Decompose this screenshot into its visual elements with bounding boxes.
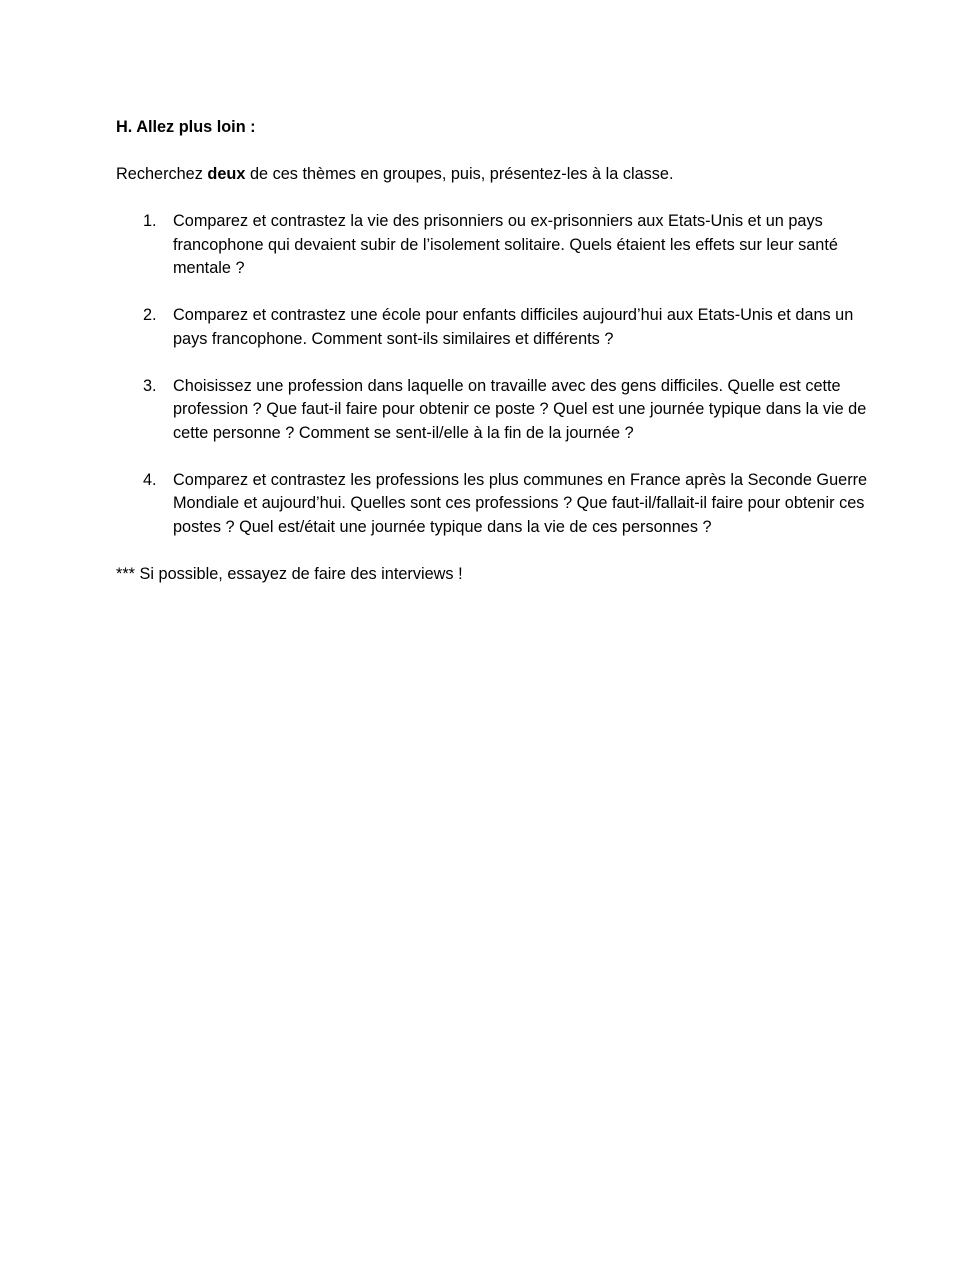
topic-number: 2.: [143, 306, 157, 324]
closing-note: *** Si possible, essayez de faire des interviews !: [116, 564, 463, 583]
topic-number: 3.: [143, 376, 157, 395]
topic-text: Comparez et contrastez les professions les plus communes en France après la Seconde Guerre Mondiale et aujourd’hui. Quelles sont ces professions ? Que faut-il/fallait-il faire pour obtenir ces postes ? Quel est/était une journée typique dans la vie de ces personnes ?: [173, 470, 868, 536]
section-heading: H. Allez plus loin :: [116, 118, 256, 136]
document-content: [116, 116, 876, 586]
topic-number: 4.: [143, 470, 157, 489]
topic-item-4: [116, 469, 876, 540]
topic-text: Comparez et contrastez une école pour enfants difficiles aujourd’hui aux Etats-Unis et dans un pays francophone. Comment sont-ils similaires et différents ?: [173, 306, 854, 348]
intro-text-before: Recherchez: [116, 165, 208, 183]
intro-text-after: de ces thèmes en groupes, puis, présentez-les à la classe.: [245, 165, 674, 183]
topic-number: 1.: [143, 212, 157, 230]
topic-item-1: [116, 210, 876, 281]
topic-item-2: [116, 304, 876, 351]
intro-paragraph: [116, 163, 876, 187]
topic-text: Choisissez une profession dans laquelle on travaille avec des gens difficiles. Quelle est cette profession ? Que faut-il faire pour obtenir ce poste ? Quel est une journée typique dans la vie de cette personne ? Comment se sent-il/elle à la fin de la journée ?: [173, 376, 867, 442]
intro-bold-word: deux: [207, 165, 246, 183]
topic-item-3: [116, 375, 876, 446]
topic-text: Comparez et contrastez la vie des prisonniers ou ex-prisonniers aux Etats-Unis et un pays francophone qui devaient subir de l’isolement solitaire. Quels étaient les effets sur leur santé mentale ?: [173, 212, 838, 277]
topic-list: [116, 210, 876, 539]
